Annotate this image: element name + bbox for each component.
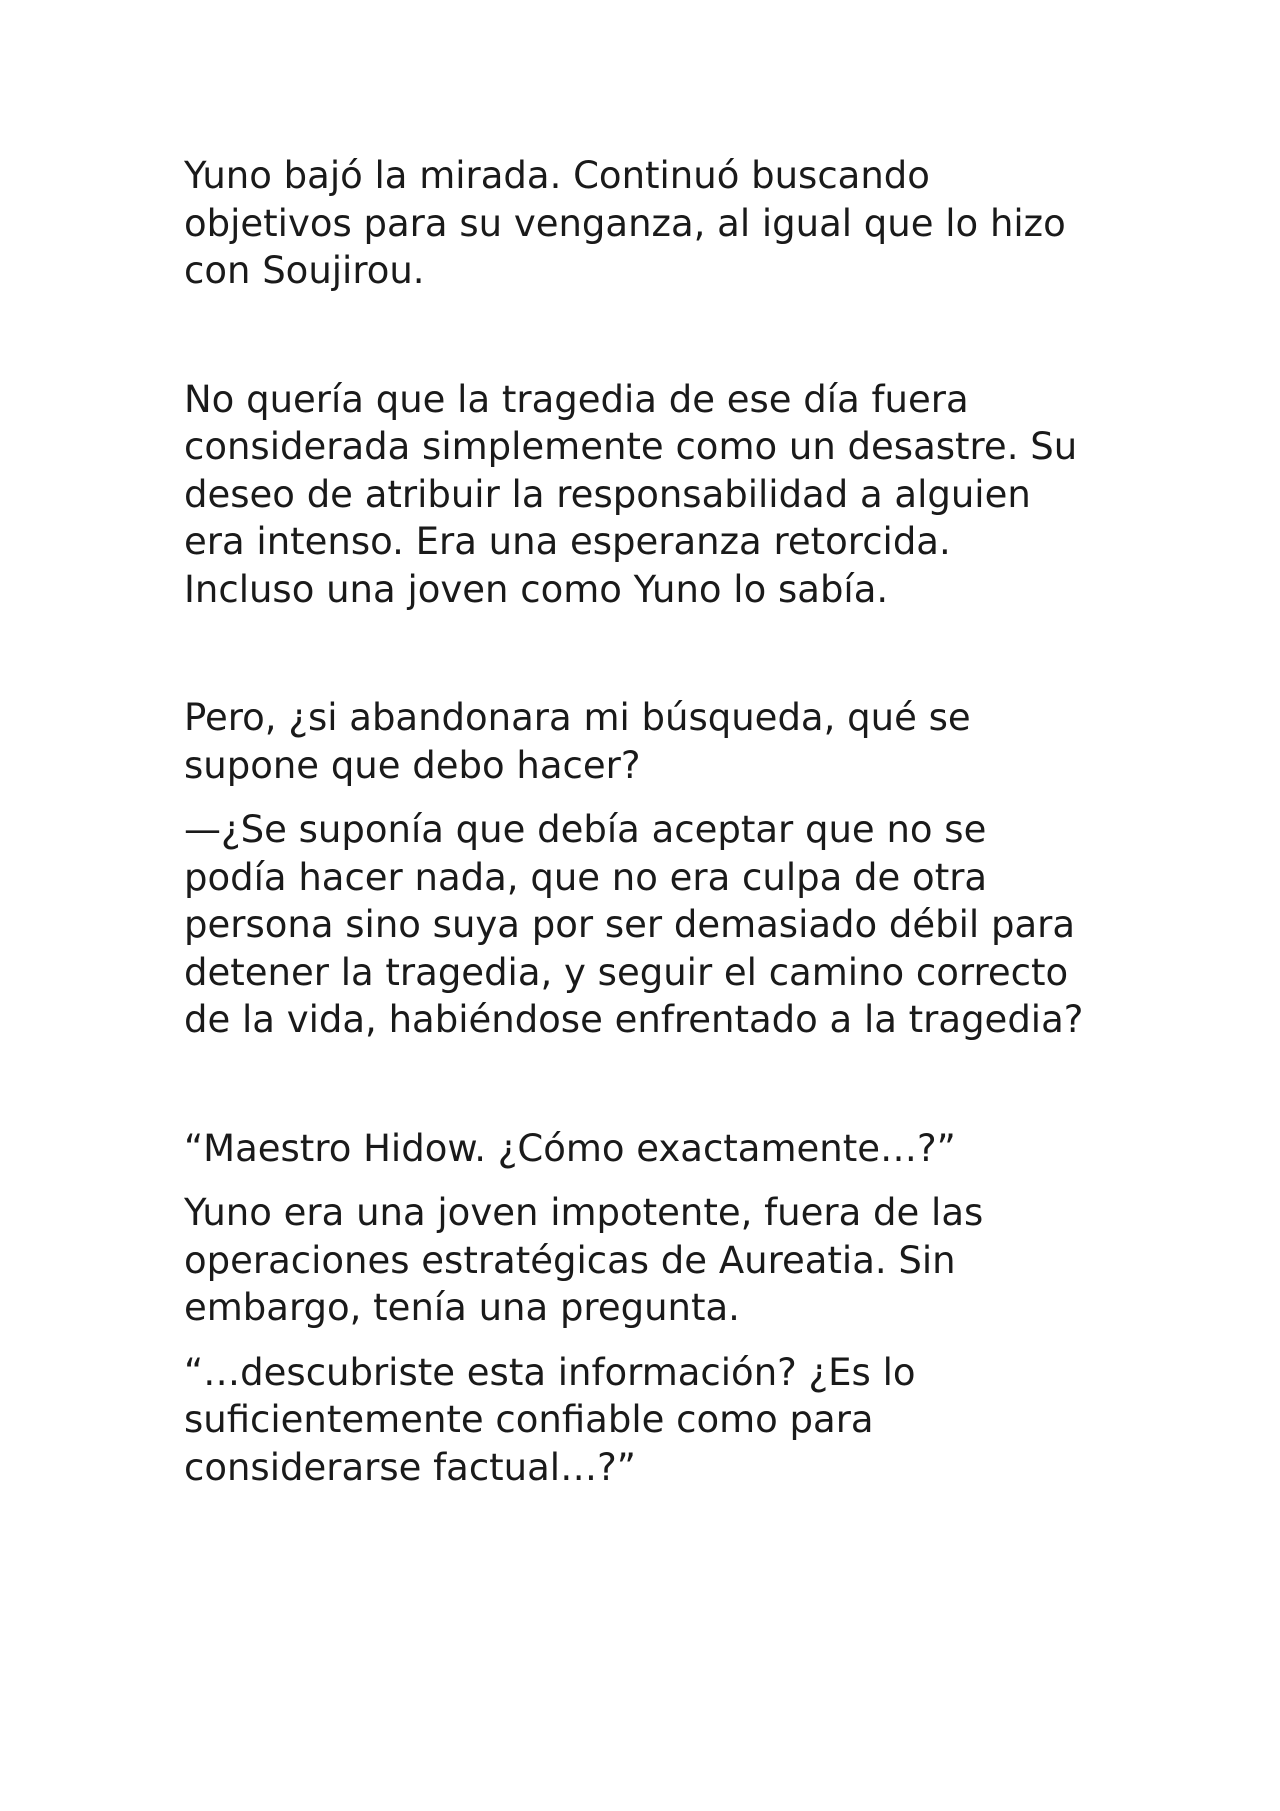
paragraph-2: No quería que la tragedia de ese día fuera considerada simplemente como un desastre. Su deseo de atribuir la responsabilidad a alguien era intenso. Era una esperanza retorcida. Incluso una joven como Yuno lo sabía. bbox=[184, 377, 1078, 611]
paragraph-4: —¿Se suponía que debía aceptar que no se podía hacer nada, que no era culpa de otra persona sino suya por ser demasiado débil para detener la tragedia, y seguir el camino correcto de la vida, habiéndose enfrentado a la tragedia? bbox=[184, 808, 1084, 1041]
text-column bbox=[184, 152, 1084, 1491]
paragraph-6: Yuno era una joven impotente, fuera de las operaciones estratégicas de Aureatia. Sin embargo, tenía una pregunta. bbox=[184, 1191, 984, 1329]
paragraph-3: Pero, ¿si abandonara mi búsqueda, qué se supone que debo hacer? bbox=[184, 696, 971, 787]
paragraph-5: “Maestro Hidow. ¿Cómo exactamente…?” bbox=[184, 1126, 956, 1170]
paragraph-7: “…descubriste esta información? ¿Es lo suficientemente confiable como para considerarse factual…?” bbox=[184, 1350, 916, 1489]
paragraph-1: Yuno bajó la mirada. Continuó buscando objetivos para su venganza, al igual que lo hizo con Soujirou. bbox=[184, 154, 1066, 292]
